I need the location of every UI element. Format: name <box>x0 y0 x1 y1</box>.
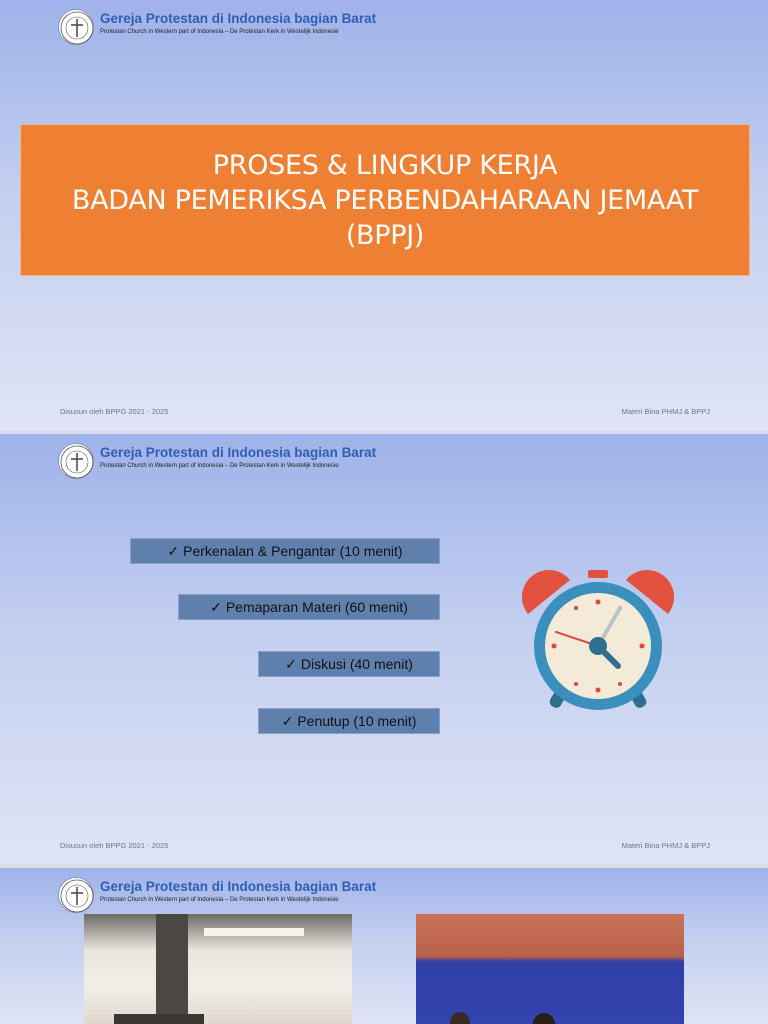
title-box <box>20 124 750 276</box>
org-subtitle: Protestan Church in Western part of Indonesia – De Protestan Kerk in Westelijk Indonesie <box>100 897 339 903</box>
footer-author: Disusun oleh BPPG 2021 - 2025 <box>60 407 169 416</box>
agenda-item <box>258 708 440 734</box>
check-icon: ✓ <box>281 713 294 729</box>
title-line-3: (BPPJ) <box>345 219 425 251</box>
agenda-item-label: Pemaparan Materi (60 menit) <box>225 599 408 615</box>
church-seal-icon <box>58 877 94 913</box>
org-name: Gereja Protestan di Indonesia bagian Barat <box>100 11 377 26</box>
org-subtitle: Protestan Church in Western part of Indonesia – De Protestan Kerk in Westelijk Indonesie <box>100 463 339 469</box>
check-icon: ✓ <box>167 543 180 559</box>
agenda-item-label: Diskusi (40 menit) <box>300 656 413 672</box>
org-name: Gereja Protestan di Indonesia bagian Barat <box>100 879 377 894</box>
title-line-2: BADAN PEMERIKSA PERBENDAHARAAN JEMAAT <box>71 184 699 216</box>
church-seal-icon <box>58 9 94 45</box>
alarm-clock-icon <box>518 568 678 723</box>
meeting-photo-left <box>84 914 352 1024</box>
footer-topic: Materi Bina PHMJ & BPPJ <box>621 841 710 850</box>
slide-agenda <box>0 434 768 864</box>
title-line-1: PROSES & LINGKUP KERJA <box>212 149 558 181</box>
footer-topic: Materi Bina PHMJ & BPPJ <box>621 407 710 416</box>
org-name: Gereja Protestan di Indonesia bagian Barat <box>100 445 377 460</box>
check-icon: ✓ <box>210 599 222 615</box>
slide-title <box>0 0 768 430</box>
church-seal-icon <box>58 443 94 479</box>
check-icon: ✓ <box>285 656 297 672</box>
agenda-item-label: Penutup (10 menit) <box>297 713 417 729</box>
meeting-photo-right <box>416 914 684 1024</box>
agenda-item-label: Perkenalan & Pengantar (10 menit) <box>183 543 403 559</box>
slide-photos <box>0 868 768 1024</box>
org-subtitle: Protestan Church in Western part of Indonesia – De Protestan Kerk in Westelijk Indonesie <box>100 29 339 35</box>
agenda-item <box>258 651 440 677</box>
agenda-item <box>130 538 440 564</box>
agenda-item <box>178 594 440 620</box>
footer-author: Disusun oleh BPPG 2021 - 2025 <box>60 841 169 850</box>
